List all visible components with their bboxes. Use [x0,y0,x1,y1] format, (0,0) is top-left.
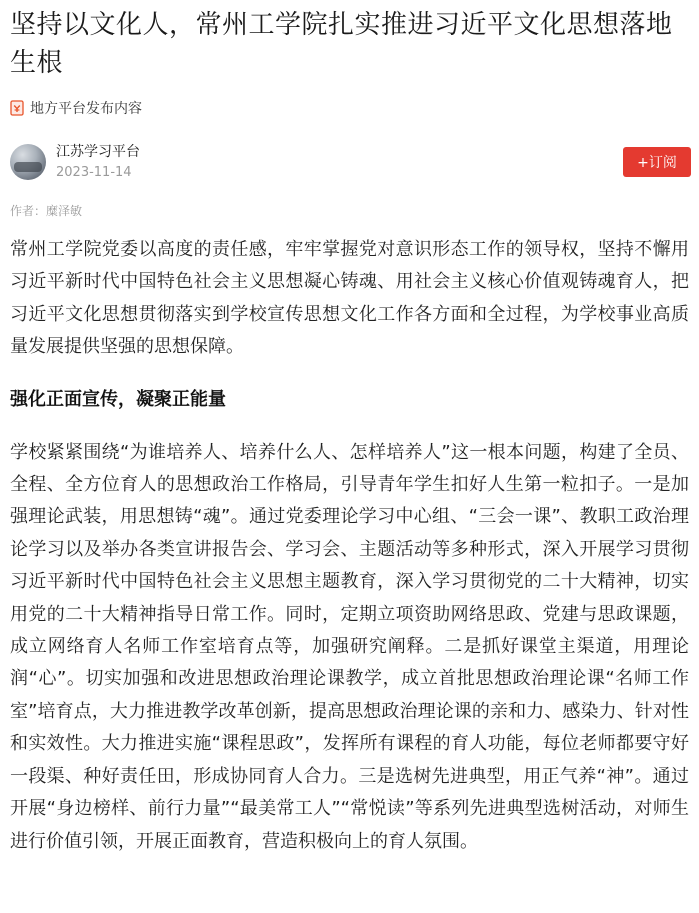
article-body [10,234,689,858]
publish-date: 2023-11-14 [56,164,132,180]
paragraph-intro: 常州工学院党委以高度的责任感，牢牢掌握党对意识形态工作的领导权，坚持不懈用习近平新时代中国特色社会主义思想凝心铸魂、用社会主义核心价值观铸魂育人，把习近平文化思想贯彻落实到学校宣传思想文化工作各方面和全过程，为学校事业高质量发展提供坚强的思想保障。 [10,239,689,358]
source-label: 地方平台发布内容 [30,101,142,117]
subscribe-button[interactable]: +订阅 [623,147,691,177]
author-name[interactable]: 江苏学习平台 [56,143,140,160]
article-title: 坚持以文化人，常州工学院扎实推进习近平文化思想落地生根 [10,10,673,78]
bookmark-icon [10,100,24,116]
avatar[interactable] [10,144,46,180]
paragraph-body: 学校紧紧围绕“为谁培养人、培养什么人、怎样培养人”这一根本问题，构建了全员、全程、全方位育人的思想政治工作格局，引导青年学生扣好人生第一粒扣子。一是加强理论武装，用思想铸“魂”。通过党委理论学习中心组、“三会一课”、教职工政治理论学习以及举办各类宣讲报告会、学习会、主题活动等多种形式，深入开展学习贯彻习近平新时代中国特色社会主义思想主题教育，深入学习贯彻党的二十大精神，切实用党的二十大精神指导日常工作。同时，定期立项资助网络思政、党建与思政课题，成立网络育人名师工作室培育点等，加强研究阐释。二是抓好课堂主渠道，用理论润“心”。切实加强和改进思想政治理论课教学，成立首批思想政治理论课“名师工作室”培育点，大力推进教学改革创新，提高思想政治理论课的亲和力、感染力、针对性和实效性。大力推进实施“课程思政”，发挥所有课程的育人功能，每位老师都要守好一段渠、种好责任田，形成协同育人合力。三是选树先进典型，用正气养“神”。通过开展“身边榜样、前行力量”“最美常工人”“常悦读”等系列先进典型选树活动，对师生进行价值引领，开展正面教育，营造积极向上的育人氛围。 [10,441,689,852]
article-byline: 作者：糜泽敏 [10,204,83,218]
section-heading: 强化正面宣传，凝聚正能量 [10,388,226,410]
author-row [10,142,689,182]
author-info[interactable] [10,143,140,182]
source-tag [10,96,689,120]
